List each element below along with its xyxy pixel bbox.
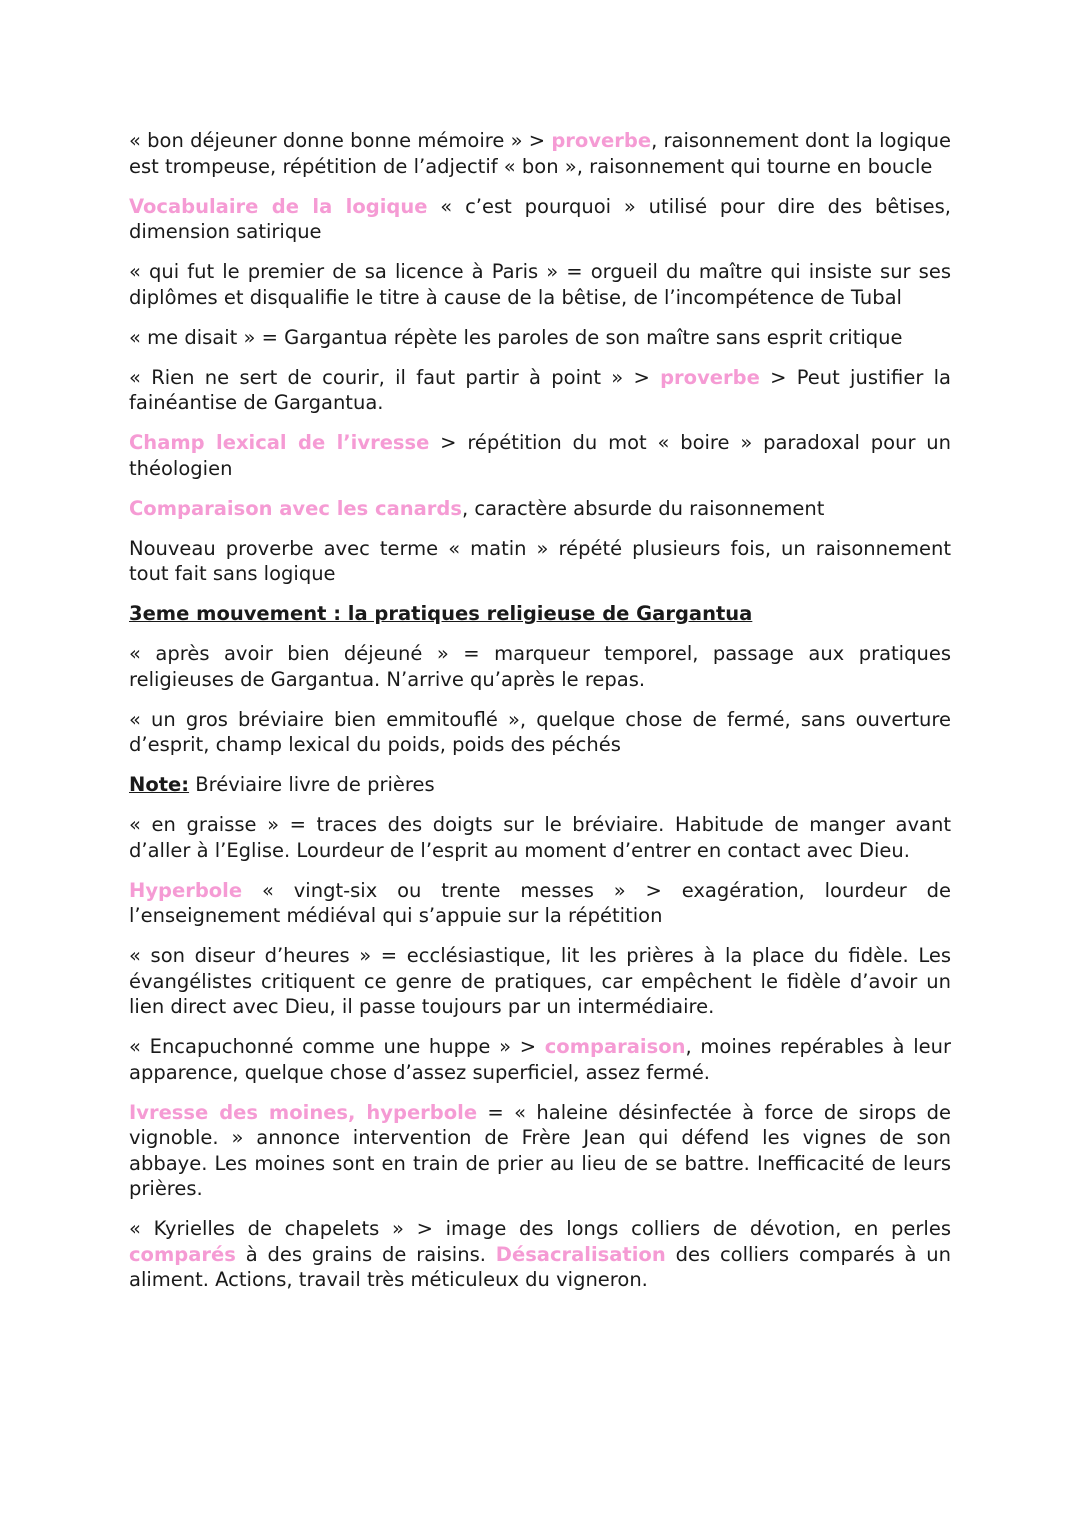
text-segment: Nouveau proverbe avec terme « matin » répété plusieurs fois, un raisonnement tout fait sans logique bbox=[129, 536, 951, 585]
text-segment: « me disait » = Gargantua répète les paroles de son maître sans esprit critique bbox=[129, 325, 903, 349]
text-segment: = « haleine désinfectée à force de sirops de vignoble. » annonce intervention de Frère Jean qui défend les vignes de son abbaye. Les moines sont en train de prier au lieu de se battre. Inefficacité de leurs prières. bbox=[129, 1100, 951, 1200]
paragraph bbox=[129, 430, 951, 481]
text-segment: , caractère absurde du raisonnement bbox=[461, 496, 825, 520]
highlighted-term: Désacralisation bbox=[495, 1242, 666, 1266]
paragraph bbox=[129, 194, 951, 245]
text-segment: à des grains de raisins. bbox=[235, 1242, 496, 1266]
paragraph bbox=[129, 943, 951, 1020]
text-segment: > répétition du mot « boire » paradoxal pour un théologien bbox=[129, 431, 951, 480]
paragraph bbox=[129, 641, 951, 692]
paragraph bbox=[129, 325, 951, 351]
highlighted-term: Ivresse des moines, hyperbole bbox=[129, 1100, 478, 1124]
highlighted-term: comparaison bbox=[544, 1035, 686, 1058]
note-label: Note: bbox=[129, 773, 190, 796]
paragraph bbox=[129, 259, 951, 310]
paragraph bbox=[129, 365, 951, 416]
paragraph bbox=[129, 128, 951, 179]
paragraph bbox=[129, 1216, 951, 1293]
text-segment: « son diseur d’heures » = ecclésiastique, lit les prières à la place du fidèle. Les évangélistes critiquent ce genre de pratiques, car empêchent le fidèle d’avoir un lien direct avec Dieu, il passe toujours par un intermédiaire. bbox=[129, 944, 951, 1018]
highlighted-term: Comparaison avec les canards bbox=[129, 496, 462, 520]
text-segment: « Rien ne sert de courir, il faut partir à point » > bbox=[129, 365, 661, 389]
highlighted-term: comparés bbox=[129, 1242, 236, 1266]
text-segment: « qui fut le premier de sa licence à Paris » = orgueil du maître qui insiste sur ses diplômes et disqualifie le titre à cause de la bêtise, de l’incompétence de Tubal bbox=[129, 260, 951, 309]
text-segment: « en graisse » = traces des doigts sur le bréviaire. Habitude de manger avant d’aller à l’Eglise. Lourdeur de l’esprit au moment d’entrer en contact avec Dieu. bbox=[129, 813, 951, 862]
paragraph bbox=[129, 1034, 951, 1085]
highlighted-term: Vocabulaire de la logique bbox=[129, 194, 428, 218]
text-segment: « après avoir bien déjeuné » = marqueur temporel, passage aux pratiques religieuses de Gargantua. N’arrive qu’après le repas. bbox=[129, 642, 951, 691]
paragraph bbox=[129, 707, 951, 758]
paragraph bbox=[129, 536, 951, 587]
text-segment: « bon déjeuner donne bonne mémoire » > bbox=[129, 129, 552, 152]
highlighted-term: proverbe bbox=[660, 365, 760, 389]
text-segment: > Peut justifier la fainéantise de Gargantua. bbox=[129, 365, 951, 414]
paragraph bbox=[129, 878, 951, 929]
highlighted-term: Champ lexical de l’ivresse bbox=[129, 431, 430, 454]
paragraph bbox=[129, 1100, 951, 1202]
document-page bbox=[129, 128, 951, 1307]
note-paragraph bbox=[129, 772, 951, 798]
text-segment: « un gros bréviaire bien emmitouflé », quelque chose de fermé, sans ouverture d’esprit, champ lexical du poids, poids des péchés bbox=[129, 707, 951, 756]
text-segment: des colliers comparés à un aliment. Actions, travail très méticuleux du vigneron. bbox=[129, 1242, 951, 1291]
text-segment: « c’est pourquoi » utilisé pour dire des bêtises, dimension satirique bbox=[129, 194, 951, 243]
section-heading bbox=[129, 601, 951, 627]
text-segment: Bréviaire livre de prières bbox=[189, 773, 435, 796]
text-segment: , raisonnement dont la logique est trompeuse, répétition de l’adjectif « bon », raisonnement qui tourne en boucle bbox=[129, 129, 951, 178]
paragraph bbox=[129, 812, 951, 863]
text-segment: « Kyrielles de chapelets » > image des longs colliers de dévotion, en perles bbox=[129, 1217, 951, 1240]
text-segment: 3eme mouvement : la pratiques religieuse de Gargantua bbox=[129, 602, 753, 625]
text-segment: , moines repérables à leur apparence, quelque chose d’assez superficiel, assez fermé. bbox=[129, 1035, 951, 1084]
highlighted-term: proverbe bbox=[551, 129, 652, 152]
text-segment: « vingt-six ou trente messes » > exagération, lourdeur de l’enseignement médiéval qui s’appuie sur la répétition bbox=[129, 878, 951, 927]
paragraph bbox=[129, 496, 951, 522]
text-segment: « Encapuchonné comme une huppe » > bbox=[129, 1035, 545, 1058]
highlighted-term: Hyperbole bbox=[129, 878, 243, 902]
